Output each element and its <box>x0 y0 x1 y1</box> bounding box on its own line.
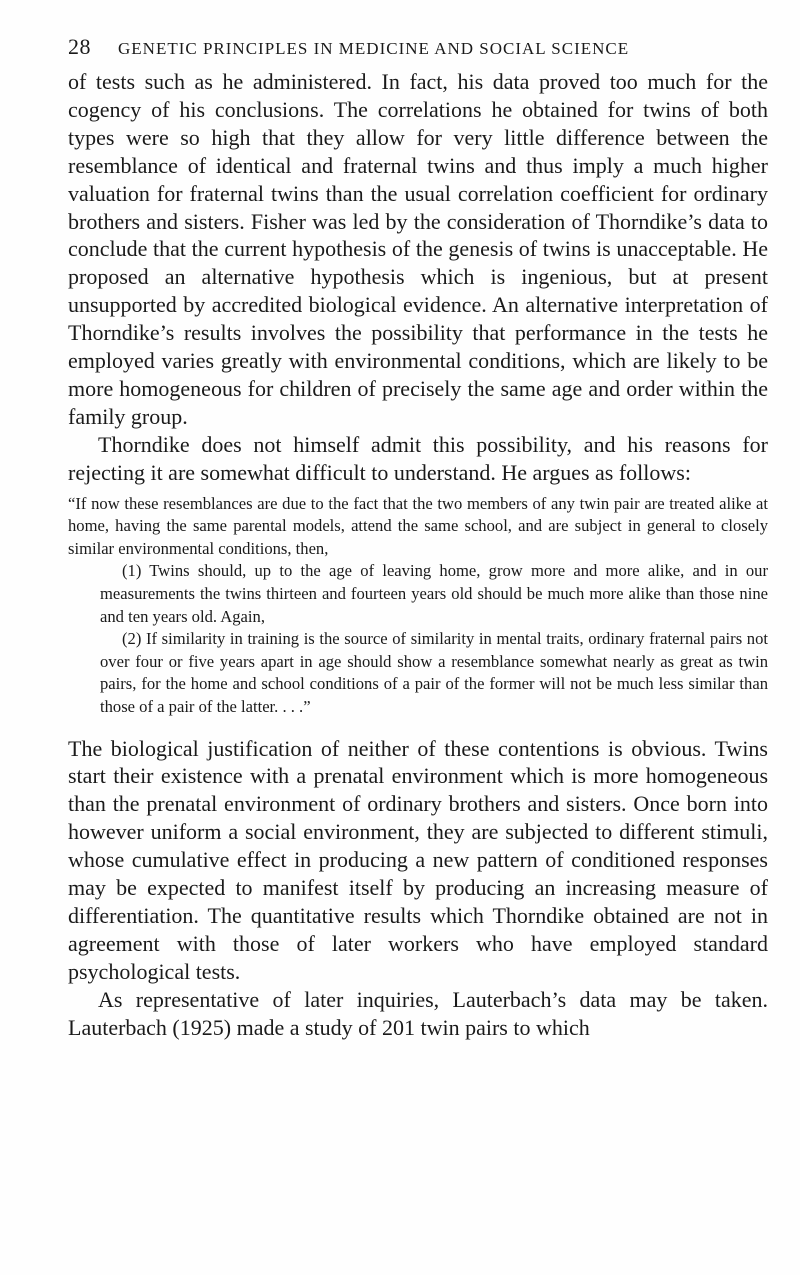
body-paragraph-2: Thorndike does not himself admit this possibility, and his reasons for rejecting it are somewhat difficult to understand. He argues as follows: <box>68 431 768 485</box>
quote-intro: “If now these resemblances are due to the fact that the two members of any twin pair are treated alike at home, having the same parental models, attend the same school, and are subject in general to closely similar environmental conditions, then, <box>68 493 768 558</box>
book-page <box>68 34 768 1042</box>
block-quote <box>68 493 768 719</box>
quote-item-2: (2) If similarity in training is the source of similarity in mental traits, ordinary fraternal pairs not over four or five years apart in age should show a resemblance somewhat nearly as great as twin pairs, for the home and school conditions of a pair of the former will not be much less similar than those of a pair of the latter. . . .” <box>100 629 768 716</box>
running-head <box>68 34 768 68</box>
body-paragraph-3: The biological justification of neither of these contentions is obvious. Twins start their existence with a prenatal environment which is more homogeneous than the prenatal environment of ordinary brothers and sisters. Once born into however uniform a social environment, they are subjected to different stimuli, whose cumulative effect in producing a new pattern of conditioned responses may be expected to manifest itself by producing an increasing measure of differentiation. The quantitative results which Thorndike obtained are not in agreement with those of later workers who have employed standard psychological tests. <box>68 735 768 984</box>
book-title: GENETIC PRINCIPLES IN MEDICINE AND SOCIAL SCIENCE <box>118 39 630 58</box>
body-paragraph-4: As representative of later inquiries, Lauterbach’s data may be taken. Lauterbach (1925) made a study of 201 twin pairs to which <box>68 986 768 1040</box>
body-paragraph-1: of tests such as he administered. In fact, his data proved too much for the cogency of his conclusions. The correlations he obtained for twins of both types were so high that they allow for very little difference between the resemblance of identical and fraternal twins and thus imply a much higher valuation for fraternal twins than the usual correlation coefficient for ordinary brothers and sisters. Fisher was led by the consideration of Thorndike’s data to conclude that the current hypothesis of the genesis of twins is unacceptable. He proposed an alternative hypothesis which is ingenious, but at present unsupported by accredited biological evidence. An alternative interpretation of Thorndike’s results involves the possibility that performance in the tests he employed varies greatly with environmental conditions, which are likely to be more homogeneous for children of precisely the same age and order within the family group. <box>68 69 768 429</box>
page-number: 28 <box>68 34 91 59</box>
quote-item-1: (1) Twins should, up to the age of leaving home, grow more and more alike, and in our measurements the twins thirteen and fourteen years old should be much more alike than those nine and ten years old. Again, <box>100 561 768 626</box>
